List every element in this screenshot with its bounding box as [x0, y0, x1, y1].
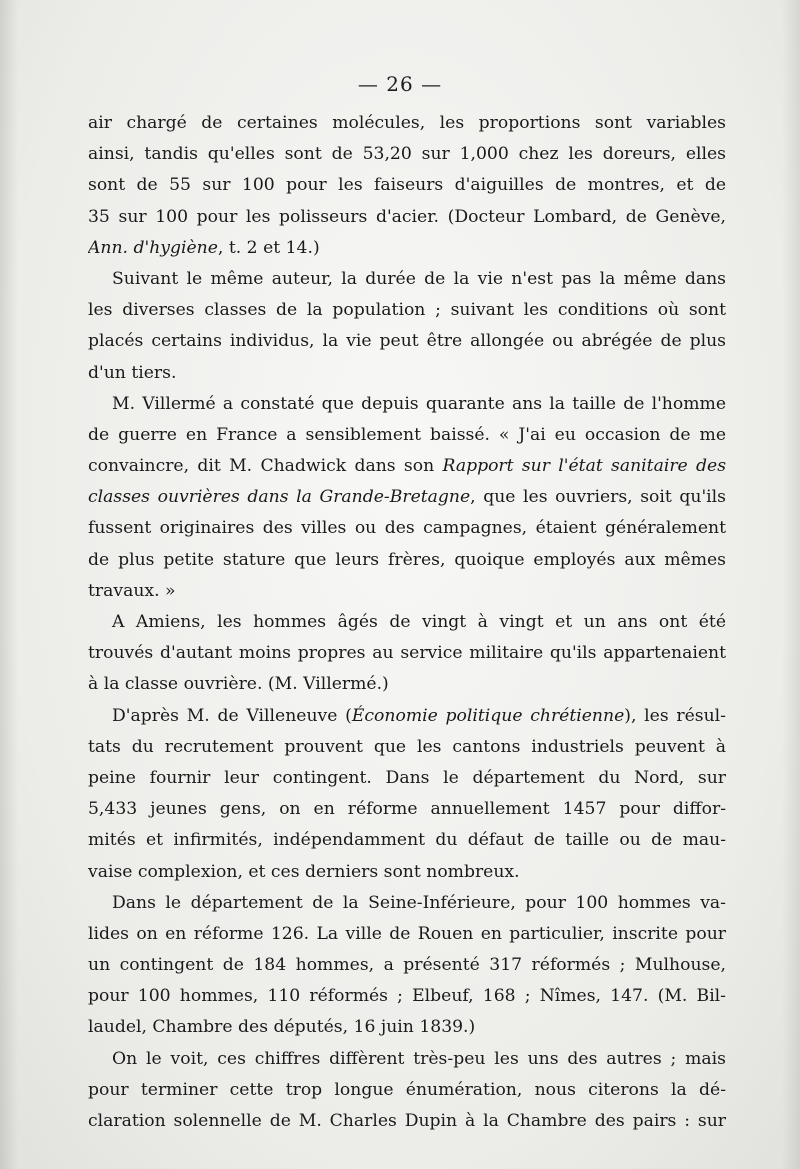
right-page-shadow	[782, 0, 800, 1169]
text-line	[88, 451, 726, 482]
text-line	[88, 919, 726, 950]
text-segment: laudel, Chambre des députés, 16 juin 1839.)	[88, 1017, 476, 1038]
text-segment: peine fournir leur contingent. Dans le département du Nord, sur	[88, 767, 726, 788]
text-line	[88, 857, 726, 888]
text-line	[88, 513, 726, 544]
text-line	[88, 139, 726, 170]
text-segment: d'un tiers.	[88, 362, 177, 383]
text-segment: air chargé de certaines molécules, les proportions sont variables	[88, 113, 726, 133]
text-segment: de guerre en France a sensiblement baissé. « J'ai eu occasion de me	[88, 424, 726, 445]
text-line	[88, 1012, 726, 1043]
page-number: — 26 —	[357, 72, 443, 96]
text-line	[88, 825, 726, 856]
text-segment: pour terminer cette trop longue énumération, nous citerons la dé-	[88, 1079, 726, 1100]
text-line	[88, 326, 726, 357]
italic-text: Économie politique chrétienne	[351, 705, 625, 726]
text-segment: 35 sur 100 pour les polisseurs d'acier. (Docteur Lombard, de Genève,	[88, 206, 726, 227]
text-line	[88, 264, 726, 295]
text-segment: claration solennelle de M. Charles Dupin à la Chambre des pairs : sur	[88, 1111, 726, 1131]
text-line	[88, 607, 726, 638]
text-line	[88, 732, 726, 763]
text-segment: ainsi, tandis qu'elles sont de 53,20 sur 1,000 chez les doreurs, elles	[88, 144, 726, 165]
left-page-shadow	[0, 0, 18, 1169]
text-line	[88, 295, 726, 326]
text-segment: , t. 2 et 14.)	[217, 237, 320, 258]
text-segment: un contingent de 184 hommes, a présenté 317 réformés ; Mulhouse,	[88, 955, 726, 976]
italic-text: classes ouvrières dans la Grande-Bretagne	[88, 487, 471, 508]
text-segment: A Amiens, les hommes âgés de vingt à vingt et un ans ont été	[112, 612, 726, 632]
text-line	[88, 420, 726, 451]
text-segment: On le voit, ces chiffres diffèrent très-peu les uns des autres ; mais	[112, 1048, 726, 1069]
text-segment: placés certains individus, la vie peut être allongée ou abrégée de plus	[88, 331, 726, 352]
text-segment: mités et infirmités, indépendamment du défaut de taille ou de mau-	[88, 830, 726, 851]
text-segment: tats du recrutement prouvent que les cantons industriels peuvent à	[88, 736, 726, 757]
text-line	[88, 638, 726, 669]
text-line	[88, 108, 726, 139]
text-segment: Suivant le même auteur, la durée de la vie n'est pas la même dans	[112, 268, 726, 289]
text-segment: D'après M. de Villeneuve (	[112, 705, 352, 726]
text-line	[88, 794, 726, 825]
text-line	[88, 1075, 726, 1106]
body-text	[88, 108, 726, 1137]
text-segment: à la classe ouvrière. (M. Villermé.)	[88, 674, 389, 695]
text-segment: , que les ouvriers, soit qu'ils	[470, 487, 726, 508]
text-segment: sont de 55 sur 100 pour les faiseurs d'aiguilles de montres, et de	[88, 175, 726, 196]
text-segment: trouvés d'autant moins propres au service militaire qu'ils appartenaient	[88, 643, 726, 664]
text-segment: vaise complexion, et ces derniers sont nombreux.	[88, 861, 520, 882]
text-line	[88, 888, 726, 919]
text-segment: M. Villermé a constaté que depuis quarante ans la taille de l'homme	[112, 393, 726, 414]
text-line	[88, 763, 726, 794]
text-line	[88, 545, 726, 576]
text-line	[88, 389, 726, 420]
text-segment: les diverses classes de la population ; suivant les conditions où sont	[88, 300, 726, 321]
text-line	[88, 170, 726, 201]
text-segment: pour 100 hommes, 110 réformés ; Elbeuf, 168 ; Nîmes, 147. (M. Bil-	[88, 986, 726, 1007]
text-segment: ), les résul-	[624, 705, 726, 726]
text-line	[88, 233, 726, 264]
text-segment: 5,433 jeunes gens, on en réforme annuellement 1457 pour diffor-	[88, 799, 726, 820]
text-line	[88, 576, 726, 607]
text-line	[88, 981, 726, 1012]
text-line	[88, 950, 726, 981]
italic-text: Rapport sur l'état sanitaire des	[442, 456, 726, 477]
text-line	[88, 1106, 726, 1137]
italic-text: Ann. d'hygiène	[88, 237, 218, 258]
text-segment: lides on en réforme 126. La ville de Rouen en particulier, inscrite pour	[88, 923, 726, 944]
text-line	[88, 1044, 726, 1075]
text-segment: convaincre, dit M. Chadwick dans son	[88, 456, 443, 477]
text-segment: Dans le département de la Seine-Inférieure, pour 100 hommes va-	[112, 892, 726, 913]
text-segment: travaux. »	[88, 580, 176, 601]
text-line	[88, 669, 726, 700]
text-line	[88, 358, 726, 389]
text-segment: fussent originaires des villes ou des campagnes, étaient généralement	[88, 518, 726, 539]
text-segment: de plus petite stature que leurs frères, quoique employés aux mêmes	[88, 549, 726, 570]
text-line	[88, 202, 726, 233]
text-line	[88, 482, 726, 513]
text-line	[88, 701, 726, 732]
